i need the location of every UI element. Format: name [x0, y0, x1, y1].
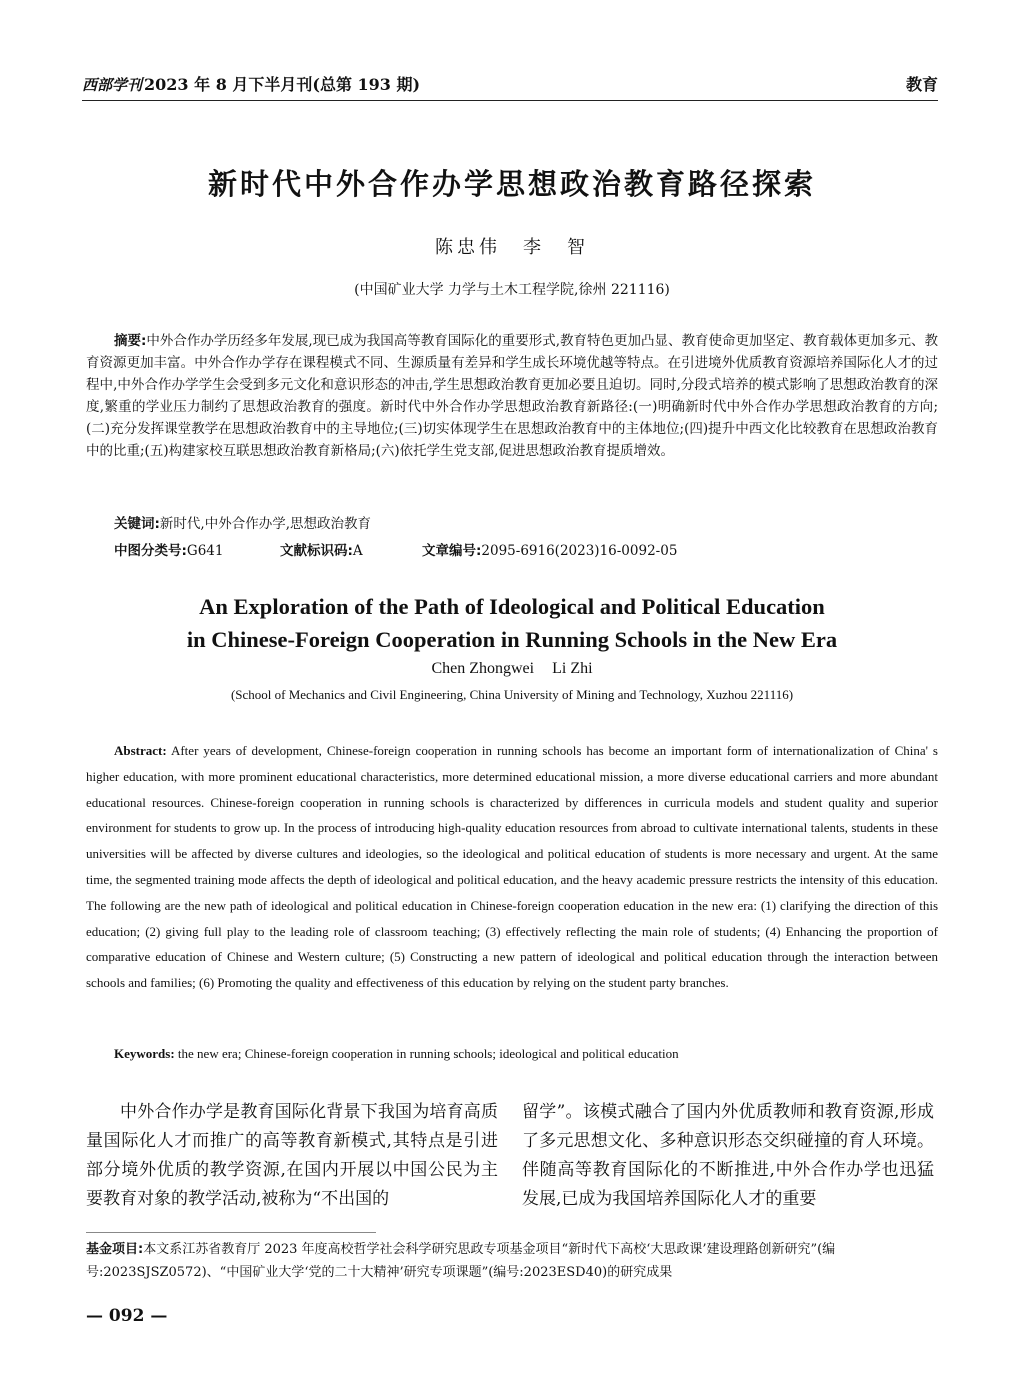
title-chinese: 新时代中外合作办学思想政治教育路径探索 [207, 167, 816, 201]
affiliation-english: (School of Mechanics and Civil Engineering, China University of Mining and Technology, Xuzhou 221116) [230, 687, 794, 702]
keywords-chinese [114, 512, 371, 532]
title-en-line1: An Exploration of the Path of Ideological and Political Education [199, 594, 825, 619]
keywords-text-en: the new era; Chinese-foreign cooperation in running schools; ideological and political education [177, 1046, 679, 1061]
keywords-english [114, 1046, 679, 1062]
clc-number [114, 539, 223, 559]
article-value: 2095-6916(2023)16-0092-05 [481, 543, 678, 559]
doc-label: 文献标识码: [280, 543, 353, 559]
body-column-right [522, 1098, 934, 1214]
affiliation-chinese: (中国矿业大学 力学与土木工程学院,徐州 221116) [354, 282, 670, 298]
title-english [0, 590, 1024, 656]
doc-value: A [352, 543, 363, 559]
author-en-2: Li Zhi [552, 660, 593, 677]
authors-english [0, 660, 1024, 678]
abstract-english [86, 738, 938, 996]
title-en-line2: in Chinese-Foreign Cooperation in Running Schools in the New Era [186, 627, 838, 652]
abstract-label-en: Abstract: [114, 743, 167, 758]
footnote-label: 基金项目: [86, 1242, 144, 1257]
journal-issue [82, 72, 420, 95]
page-number: — 092 — [86, 1306, 168, 1326]
document-code [280, 539, 363, 559]
abstract-label-cn: 摘要: [114, 333, 147, 349]
article-number [422, 539, 677, 559]
section-label: 教育 [905, 75, 938, 94]
authors-chinese: 陈忠伟 李 智 [435, 237, 589, 258]
footnote-divider [86, 1232, 376, 1233]
abstract-text-en: After years of development, Chinese-foreign cooperation in running schools has become an important form of internationalization of China' s higher education, with more prominent educational characteristics, more determined educational mission, a more diverse educational carriers and more abundant educational resources. Chinese-foreign cooperation in running schools is characterized by differences in curricula models and student quality and superior environment for students to grow up. In the process of introducing high-quality education resources from abroad to cultivate international talents, students in these universities will be affected by diverse cultures and ideologies, so the ideological and political education of students is more necessary and urgent. At the same time, the segmented training mode affects the depth of ideological and political education, and the heavy academic pressure restricts the intensity of this education. The following are the new path of ideological and political education in Chinese-foreign cooperation education in the new era: (1) clarifying the direction of this education; (2) giving full play to the leading role of classroom teaching; (3) effectively reflecting the main role of students; (4) Enhancing the proportion of comparative education of Chinese and Western culture; (5) Constructing a new pattern of ideological and political education through the interaction between schools and families; (6) Promoting the quality and effectiveness of this education by relying on the student party branches. [86, 743, 938, 991]
running-header [82, 70, 938, 101]
journal-logo: 西部学刊 [82, 76, 143, 94]
keywords-label-en: Keywords: [114, 1046, 175, 1061]
keywords-label-cn: 关键词: [114, 516, 160, 532]
clc-label: 中图分类号: [114, 543, 187, 559]
clc-value: G641 [186, 543, 224, 559]
funding-footnote [86, 1238, 938, 1284]
body-paragraph-left: 中外合作办学是教育国际化背景下我国为培育高质量国际化人才而推广的高等教育新模式,其特点是引进部分境外优质的教学资源,在国内开展以中国公民为主要教育对象的教学活动,被称为“不出国的 [86, 1102, 498, 1209]
article-label: 文章编号: [422, 543, 482, 559]
keywords-text-cn: 新时代,中外合作办学,思想政治教育 [159, 516, 371, 532]
author-en-1: Chen Zhongwei [431, 660, 535, 677]
body-column-left [86, 1098, 498, 1214]
body-paragraph-right: 留学”。该模式融合了国内外优质教师和教育资源,形成了多元思想文化、多种意识形态交织碰撞的育人环境。伴随高等教育国际化的不断推进,中外合作办学也迅猛发展,已成为我国培养国际化人才的重要 [522, 1102, 934, 1209]
footnote-text: 本文系江苏省教育厅 2023 年度高校哲学社会科学研究思政专项基金项目“新时代下高校‘大思政课’建设理路创新研究”(编号:2023SJSZ0572)、“中国矿业大学‘党的二十大精神’研究专项课题”(编号:2023ESD40)的研究成果 [86, 1242, 836, 1280]
issue-text: 2023 年 8 月下半月刊(总第 193 期) [144, 75, 421, 94]
abstract-chinese [86, 330, 938, 462]
abstract-text-cn: 中外合作办学历经多年发展,现已成为我国高等教育国际化的重要形式,教育特色更加凸显、教育使命更加坚定、教育载体更加多元、教育资源更加丰富。中外合作办学存在课程模式不同、生源质量有差异和学生成长环境优越等特点。在引进境外优质教育资源培养国际化人才的过程中,中外合作办学学生会受到多元文化和意识形态的冲击,学生思想政治教育更加必要且迫切。同时,分段式培养的模式影响了思想政治教育的深度,繁重的学业压力制约了思想政治教育的强度。新时代中外合作办学思想政治教育新路径:(一)明确新时代中外合作办学思想政治教育的方向;(二)充分发挥课堂教学在思想政治教育中的主导地位;(三)切实体现学生在思想政治教育中的主体地位;(四)提升中西文化比较教育在思想政治教育中的比重;(五)构建家校互联思想政治教育新格局;(六)依托学生党支部,促进思想政治教育提质增效。 [86, 333, 938, 459]
